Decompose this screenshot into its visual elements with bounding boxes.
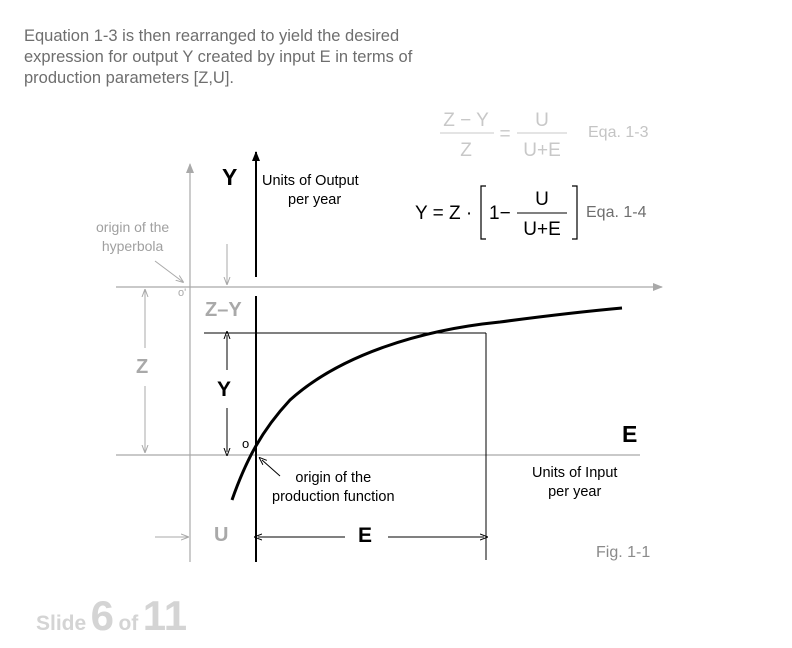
intro-line: expression for output Y created by input E in terms of: [24, 48, 413, 66]
figure-caption: Fig. 1-1: [596, 544, 651, 561]
eq4-number-label: Eqa. 1-4: [586, 204, 647, 221]
y-axis-title-line: Units of Output: [262, 173, 359, 189]
eq4-one-minus: 1−: [489, 203, 511, 224]
origin-hyperbola-line: hyperbola: [101, 238, 164, 254]
slide-current: 6: [90, 592, 114, 639]
equation-1-4: [415, 186, 577, 240]
origin-production-line: origin of the: [295, 470, 372, 486]
origin-o-prime-marker: o': [178, 287, 187, 299]
slide-counter: [36, 592, 187, 640]
z-minus-y-label: Z–Y: [205, 299, 242, 321]
origin-o-marker: o: [242, 436, 250, 451]
intro-line: production parameters [Z,U].: [24, 69, 235, 87]
equation-1-3: [440, 110, 567, 161]
eq3-number-label: Eqa. 1-3: [588, 124, 649, 141]
eq4-denominator: U+E: [523, 219, 561, 240]
y-axis-symbol: Y: [222, 164, 238, 190]
eq4-lhs: Y = Z ·: [415, 203, 473, 224]
slide-word: Slide: [36, 612, 87, 635]
origin-production-label: [272, 469, 395, 507]
origin-hyperbola-line: origin of the: [96, 219, 170, 235]
eq3-lhs-numerator: Z − Y: [443, 110, 489, 131]
eq4-left-bracket: [481, 186, 486, 239]
eq4-numerator: U: [535, 189, 549, 210]
origin-hyperbola-pointer: [155, 261, 183, 282]
slide-total: 11: [142, 592, 188, 639]
x-axis-symbol: E: [622, 421, 638, 447]
y-axis-title: [262, 172, 359, 210]
intro-line: Equation 1-3 is then rearranged to yield the desired: [24, 27, 400, 45]
x-axis-title-line: per year: [548, 484, 602, 500]
y-axis-title-line: per year: [288, 192, 342, 208]
eq3-lhs-denominator: Z: [460, 140, 472, 161]
eq3-rhs-denominator: U+E: [523, 140, 561, 161]
origin-production-line: production function: [272, 489, 395, 505]
y-measure-label: Y: [217, 378, 232, 401]
eq3-rhs-numerator: U: [535, 110, 549, 131]
origin-hyperbola-label: [96, 218, 169, 256]
x-axis-title-line: Units of Input: [532, 465, 618, 481]
u-label: U: [214, 524, 229, 546]
z-label: Z: [136, 356, 149, 378]
slide-of: of: [118, 612, 139, 635]
e-measure-label: E: [358, 524, 373, 547]
eq4-right-bracket: [572, 186, 577, 239]
eq3-equals: =: [499, 124, 511, 145]
x-axis-title: [532, 464, 617, 502]
